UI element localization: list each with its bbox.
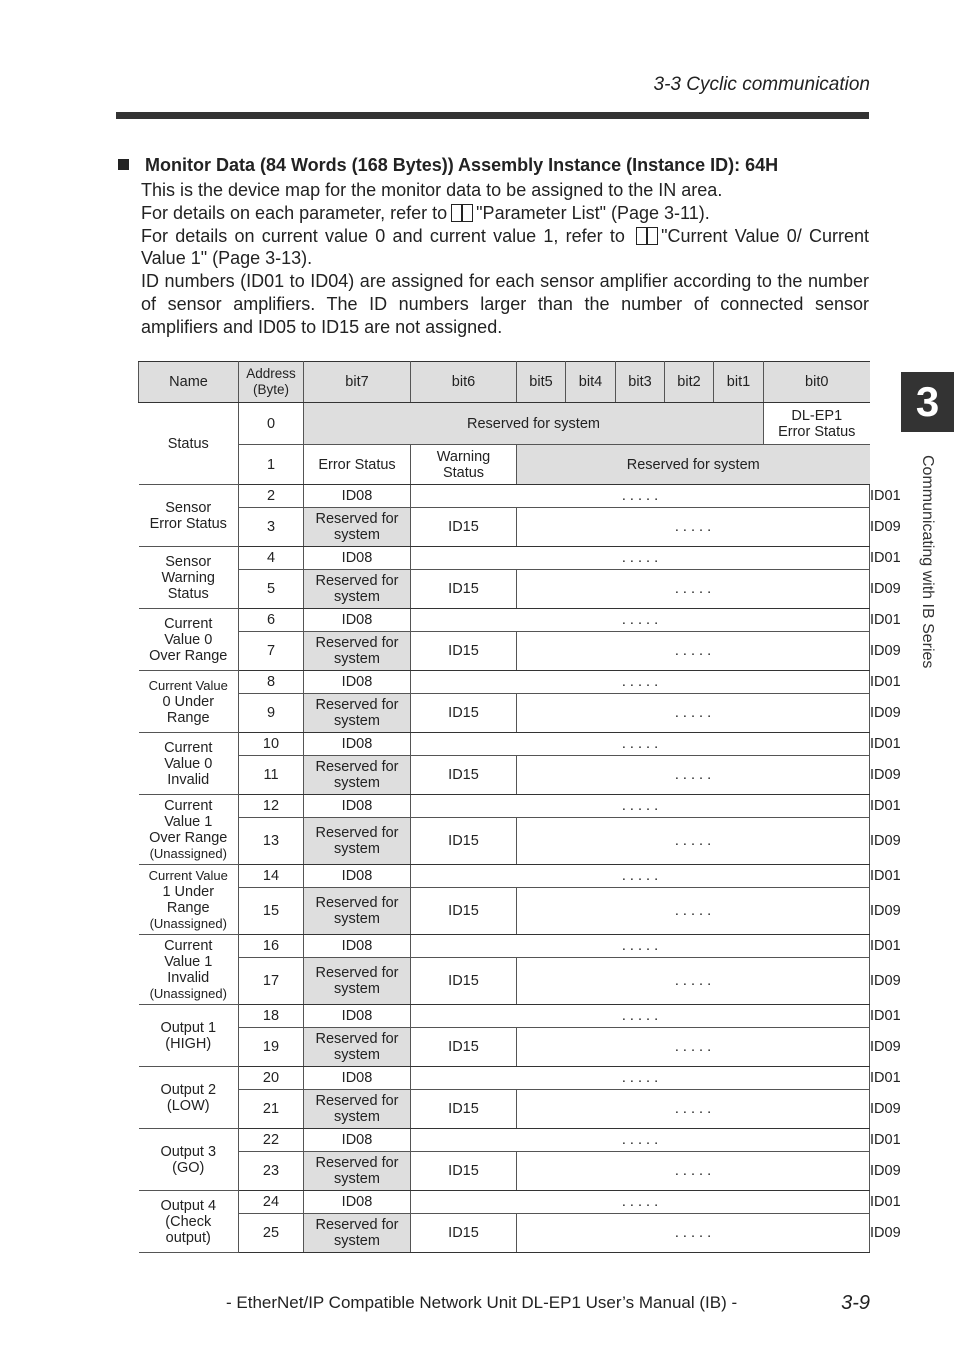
group-name-line: Current bbox=[164, 615, 213, 632]
dots-cell: . . . . . bbox=[517, 1214, 870, 1253]
bit7-id08-cell: ID08 bbox=[304, 1005, 411, 1028]
bit0-line-2: Error Status bbox=[778, 423, 856, 440]
col-header-address-1: Address bbox=[246, 366, 296, 381]
bit6-id15-cell: ID15 bbox=[411, 1152, 517, 1191]
address-cell: 17 bbox=[239, 958, 304, 1005]
reserved-line-2: system bbox=[334, 981, 380, 997]
page-number: 3-9 bbox=[841, 1292, 870, 1314]
group-name-cell bbox=[139, 485, 239, 547]
group-name-line: (GO) bbox=[172, 1159, 205, 1176]
footer-manual-title: - EtherNet/IP Compatible Network Unit DL-EP1 User’s Manual (IB) - bbox=[226, 1293, 738, 1312]
reserved-line-2: system bbox=[334, 1233, 380, 1249]
dots-cell: . . . . . bbox=[517, 508, 870, 547]
table-row: 13 Reserved for system ID15 . . . . . ID09 bbox=[139, 818, 870, 865]
group-name-line: Current bbox=[164, 739, 213, 756]
parameter-list-link[interactable]: "Parameter List" (Page 3-11). bbox=[476, 202, 710, 223]
table-row: Output 4 (Check output) 24 ID08 . . . . . ID01 bbox=[139, 1191, 870, 1214]
desc-line-1: This is the device map for the monitor data to be assigned to the IN area. bbox=[141, 180, 723, 200]
address-cell: 15 bbox=[239, 888, 304, 935]
table-header-row bbox=[139, 362, 870, 403]
group-name-line: 0 Under bbox=[162, 693, 215, 710]
group-name-cell bbox=[139, 547, 239, 609]
group-name-cell bbox=[139, 733, 239, 795]
bit7-id08-cell: ID08 bbox=[304, 485, 411, 508]
reserved-cell: Reserved for system bbox=[304, 403, 764, 445]
table-row bbox=[139, 445, 870, 485]
reserved-line-2: system bbox=[334, 527, 380, 543]
address-cell: 21 bbox=[239, 1090, 304, 1129]
group-name-cell bbox=[139, 1191, 239, 1253]
reserved-line-1: Reserved for bbox=[315, 1155, 399, 1171]
dots-cell: . . . . . bbox=[517, 570, 870, 609]
col-header-address bbox=[239, 362, 304, 403]
reserved-system-cell bbox=[304, 1152, 411, 1191]
group-name-line: Over Range bbox=[149, 829, 228, 846]
book-reference-icon bbox=[636, 227, 658, 245]
bit7-id08-cell: ID08 bbox=[304, 671, 411, 694]
group-name-line: Over Range bbox=[149, 647, 228, 664]
reserved-line-1: Reserved for bbox=[315, 1217, 399, 1233]
table-row: 15 Reserved for system ID15 . . . . . ID09 bbox=[139, 888, 870, 935]
reserved-line-2: system bbox=[334, 841, 380, 857]
reserved-line-2: system bbox=[334, 911, 380, 927]
bit0-line-1: DL-EP1 bbox=[791, 407, 843, 424]
reserved-line-1: Reserved for bbox=[315, 759, 399, 775]
col-header-name: Name bbox=[139, 362, 239, 403]
table-row: 11 Reserved for system ID15 . . . . . ID09 bbox=[139, 756, 870, 795]
address-cell: 11 bbox=[239, 756, 304, 795]
dots-cell: . . . . . bbox=[517, 1152, 870, 1191]
table-row: 23 Reserved for system ID15 . . . . . ID09 bbox=[139, 1152, 870, 1191]
bit6-id15-cell: ID15 bbox=[411, 756, 517, 795]
desc-line-2 bbox=[141, 202, 869, 225]
reserved-line-1: Reserved for bbox=[315, 511, 399, 527]
dots-cell: . . . . . bbox=[411, 671, 870, 694]
group-name-cell bbox=[139, 1129, 239, 1191]
address-cell: 7 bbox=[239, 632, 304, 671]
table-row bbox=[139, 403, 870, 445]
group-name-cell bbox=[139, 671, 239, 733]
group-name-line: Value 1 bbox=[164, 953, 213, 970]
reserved-system-cell bbox=[304, 756, 411, 795]
chapter-side-title: Communicating with IB Series bbox=[919, 455, 936, 669]
reserved-line-1: Reserved for bbox=[315, 965, 399, 981]
group-name-line: Error Status bbox=[149, 515, 227, 532]
group-name-line: Invalid bbox=[167, 771, 210, 788]
section-description bbox=[141, 179, 869, 339]
address-cell: 8 bbox=[239, 671, 304, 694]
reserved-line-2: system bbox=[334, 1171, 380, 1187]
address-cell: 10 bbox=[239, 733, 304, 756]
table-row: 19 Reserved for system ID15 . . . . . ID09 bbox=[139, 1028, 870, 1067]
bit7-id08-cell: ID08 bbox=[304, 1067, 411, 1090]
dots-cell: . . . . . bbox=[411, 935, 870, 958]
bit6-id15-cell: ID15 bbox=[411, 1214, 517, 1253]
table-row: 25 Reserved for system ID15 . . . . . ID09 bbox=[139, 1214, 870, 1253]
group-name-line: Value 0 bbox=[164, 631, 213, 648]
desc-line-2-pre: For details on each parameter, refer to bbox=[141, 202, 448, 223]
current-value-link[interactable]: "Current Value 0/ Current Value 1" (Page 3-13). bbox=[141, 225, 869, 269]
header-section-title: 3-3 Cyclic communication bbox=[653, 74, 870, 95]
desc-line-4: ID numbers (ID01 to ID04) are assigned for each sensor amplifier according to the number of sensor amplifiers. The ID numbers larger than the number of connected sensor amplifiers and ID05 to ID15 are not assigned. bbox=[141, 271, 869, 337]
table-row: 3 Reserved for system ID15 . . . . . ID09 bbox=[139, 508, 870, 547]
address-cell: 9 bbox=[239, 694, 304, 733]
group-name-line: Value 1 bbox=[164, 813, 213, 830]
unassigned-note: (Unassigned) bbox=[149, 985, 227, 1001]
address-cell: 3 bbox=[239, 508, 304, 547]
address-cell: 22 bbox=[239, 1129, 304, 1152]
address-cell: 20 bbox=[239, 1067, 304, 1090]
bit6-id15-cell: ID15 bbox=[411, 570, 517, 609]
reserved-line-1: Reserved for bbox=[315, 895, 399, 911]
group-name-cell bbox=[139, 795, 239, 865]
group-name-line: Sensor bbox=[165, 553, 212, 570]
bit6-id15-cell: ID15 bbox=[411, 508, 517, 547]
reserved-line-2: system bbox=[334, 589, 380, 605]
dots-cell: . . . . . bbox=[411, 1067, 870, 1090]
col-header-address-2: (Byte) bbox=[252, 382, 289, 397]
unassigned-note: (Unassigned) bbox=[149, 845, 227, 861]
address-cell: 1 bbox=[239, 445, 304, 485]
table-row: Current Value 0 Invalid 10 ID08 . . . . . ID01 bbox=[139, 733, 870, 756]
address-cell: 13 bbox=[239, 818, 304, 865]
dots-cell: . . . . . bbox=[411, 733, 870, 756]
group-name-line: Current bbox=[164, 937, 213, 954]
col-header-bit7: bit7 bbox=[304, 362, 411, 403]
dots-cell: . . . . . bbox=[517, 756, 870, 795]
group-name-cell bbox=[139, 609, 239, 671]
unassigned-note: (Unassigned) bbox=[149, 915, 227, 931]
address-cell: 0 bbox=[239, 403, 304, 445]
dots-cell: . . . . . bbox=[411, 795, 870, 818]
dots-cell: . . . . . bbox=[517, 958, 870, 1005]
dots-cell: . . . . . bbox=[517, 818, 870, 865]
bit6-id15-cell: ID15 bbox=[411, 694, 517, 733]
table-row: Current Value 1 Invalid (Unassigned) 16 ID08 . . . . . ID01 bbox=[139, 935, 870, 958]
col-header-bit3: bit3 bbox=[616, 362, 665, 403]
table-row: Current Value 1 Over Range (Unassigned) 12 ID08 . . . . . ID01 bbox=[139, 795, 870, 818]
dots-cell: . . . . . bbox=[411, 547, 870, 570]
dots-cell: . . . . . bbox=[517, 888, 870, 935]
address-cell: 14 bbox=[239, 865, 304, 888]
group-name-line: Invalid bbox=[167, 969, 210, 986]
address-cell: 12 bbox=[239, 795, 304, 818]
group-name-line: Warning bbox=[161, 569, 215, 586]
reserved-system-cell bbox=[304, 508, 411, 547]
reserved-line-1: Reserved for bbox=[315, 573, 399, 589]
group-name-cell bbox=[139, 935, 239, 1005]
square-bullet-icon bbox=[118, 159, 129, 170]
reserved-line-2: system bbox=[334, 1109, 380, 1125]
bit7-id08-cell: ID08 bbox=[304, 733, 411, 756]
address-cell: 4 bbox=[239, 547, 304, 570]
dots-cell: . . . . . bbox=[517, 1090, 870, 1129]
bit7-id08-cell: ID08 bbox=[304, 609, 411, 632]
table-row: 9 Reserved for system ID15 . . . . . ID09 bbox=[139, 694, 870, 733]
warning-line-1: Warning bbox=[436, 448, 491, 465]
section-heading bbox=[118, 155, 778, 176]
bit6-id15-cell: ID15 bbox=[411, 818, 517, 865]
header-rule bbox=[116, 112, 869, 119]
reserved-cell: Reserved for system bbox=[517, 445, 870, 485]
reserved-line-1: Reserved for bbox=[315, 825, 399, 841]
reserved-system-cell bbox=[304, 818, 411, 865]
group-name-line: Range bbox=[166, 709, 210, 726]
dots-cell: . . . . . bbox=[517, 1028, 870, 1067]
table-row: 21 Reserved for system ID15 . . . . . ID09 bbox=[139, 1090, 870, 1129]
group-name-line: Sensor bbox=[165, 499, 212, 516]
dots-cell: . . . . . bbox=[411, 485, 870, 508]
address-cell: 18 bbox=[239, 1005, 304, 1028]
col-header-bit4: bit4 bbox=[566, 362, 616, 403]
group-name-cell bbox=[139, 865, 239, 935]
col-header-bit0: bit0 bbox=[764, 362, 870, 403]
col-header-bit1: bit1 bbox=[714, 362, 764, 403]
group-name-line: Current bbox=[164, 797, 213, 814]
error-status-cell: Error Status bbox=[304, 445, 411, 485]
address-cell: 24 bbox=[239, 1191, 304, 1214]
address-cell: 23 bbox=[239, 1152, 304, 1191]
bit7-id08-cell: ID08 bbox=[304, 865, 411, 888]
reserved-system-cell bbox=[304, 570, 411, 609]
group-name-line: Value 0 bbox=[164, 755, 213, 772]
group-name-line: 1 Under bbox=[162, 883, 215, 900]
group-name-line: Range bbox=[166, 899, 210, 916]
reserved-line-2: system bbox=[334, 713, 380, 729]
desc-line-3-pre: For details on current value 0 and current value 1, refer to bbox=[141, 225, 625, 246]
col-header-bit5: bit5 bbox=[517, 362, 566, 403]
group-name-line: Current Value bbox=[148, 677, 228, 693]
chapter-tab: 3 bbox=[901, 372, 954, 432]
address-cell: 19 bbox=[239, 1028, 304, 1067]
warning-line-2: Status bbox=[442, 464, 485, 481]
group-name-line: (Check bbox=[165, 1213, 212, 1230]
col-header-bit2: bit2 bbox=[665, 362, 714, 403]
bit6-id15-cell: ID15 bbox=[411, 632, 517, 671]
group-name-cell bbox=[139, 1005, 239, 1067]
reserved-line-2: system bbox=[334, 1047, 380, 1063]
table-row: Output 2 (LOW) 20 ID08 . . . . . ID01 bbox=[139, 1067, 870, 1090]
address-cell: 6 bbox=[239, 609, 304, 632]
status-name-cell: Status bbox=[139, 403, 239, 485]
group-name-line: Output 4 bbox=[160, 1197, 217, 1214]
reserved-line-1: Reserved for bbox=[315, 1031, 399, 1047]
device-map-table bbox=[138, 361, 901, 1253]
dots-cell: . . . . . bbox=[517, 694, 870, 733]
table-row: 17 Reserved for system ID15 . . . . . ID09 bbox=[139, 958, 870, 1005]
reserved-line-1: Reserved for bbox=[315, 635, 399, 651]
dots-cell: . . . . . bbox=[411, 609, 870, 632]
group-name-line: Output 1 bbox=[160, 1019, 217, 1036]
dots-cell: . . . . . bbox=[517, 632, 870, 671]
group-name-cell bbox=[139, 1067, 239, 1129]
table-row: Current Value 0 Over Range 6 ID08 . . . . . ID01 bbox=[139, 609, 870, 632]
bit6-id15-cell: ID15 bbox=[411, 1090, 517, 1129]
group-name-line: Status bbox=[167, 585, 209, 602]
bit7-id08-cell: ID08 bbox=[304, 1191, 411, 1214]
group-name-line: (HIGH) bbox=[165, 1035, 212, 1052]
bit7-id08-cell: ID08 bbox=[304, 547, 411, 570]
reserved-system-cell bbox=[304, 1090, 411, 1129]
warning-status-cell bbox=[411, 445, 517, 485]
bit7-id08-cell: ID08 bbox=[304, 795, 411, 818]
dots-cell: . . . . . bbox=[411, 865, 870, 888]
col-header-bit6: bit6 bbox=[411, 362, 517, 403]
reserved-system-cell bbox=[304, 888, 411, 935]
bit6-id15-cell: ID15 bbox=[411, 958, 517, 1005]
dl-ep1-error-status-cell bbox=[764, 403, 870, 445]
dots-cell: . . . . . bbox=[411, 1129, 870, 1152]
bit6-id15-cell: ID15 bbox=[411, 1028, 517, 1067]
section-heading-text: Monitor Data (84 Words (168 Bytes)) Assembly Instance (Instance ID): 64H bbox=[145, 155, 779, 175]
reserved-line-2: system bbox=[334, 775, 380, 791]
table-row: 5 Reserved for system ID15 . . . . . ID09 bbox=[139, 570, 870, 609]
dots-cell: . . . . . bbox=[411, 1191, 870, 1214]
book-reference-icon bbox=[451, 204, 473, 222]
reserved-system-cell bbox=[304, 632, 411, 671]
table-row: Current Value 1 Under Range (Unassigned) 14 ID08 . . . . . ID01 bbox=[139, 865, 870, 888]
bit6-id15-cell: ID15 bbox=[411, 888, 517, 935]
table-row: Output 3 (GO) 22 ID08 . . . . . ID01 bbox=[139, 1129, 870, 1152]
reserved-line-2: system bbox=[334, 651, 380, 667]
table-row: Current Value 0 Under Range 8 ID08 . . . . . ID01 bbox=[139, 671, 870, 694]
group-name-line: Current Value bbox=[148, 867, 228, 883]
group-name-line: Output 2 bbox=[160, 1081, 217, 1098]
reserved-system-cell bbox=[304, 694, 411, 733]
address-cell: 25 bbox=[239, 1214, 304, 1253]
bit7-id08-cell: ID08 bbox=[304, 1129, 411, 1152]
address-cell: 16 bbox=[239, 935, 304, 958]
reserved-system-cell bbox=[304, 1214, 411, 1253]
table-row: Output 1 (HIGH) 18 ID08 . . . . . ID01 bbox=[139, 1005, 870, 1028]
dots-cell: . . . . . bbox=[411, 1005, 870, 1028]
desc-line-3 bbox=[141, 225, 869, 271]
table-row: Sensor Warning Status 4 ID08 . . . . . ID01 bbox=[139, 547, 870, 570]
address-cell: 5 bbox=[239, 570, 304, 609]
group-name-line: (LOW) bbox=[166, 1097, 210, 1114]
group-name-line: output) bbox=[165, 1229, 211, 1246]
reserved-system-cell bbox=[304, 1028, 411, 1067]
table-row: Sensor Error Status 2 ID08 . . . . . ID01 bbox=[139, 485, 870, 508]
reserved-line-1: Reserved for bbox=[315, 1093, 399, 1109]
group-name-line: Output 3 bbox=[160, 1143, 217, 1160]
reserved-line-1: Reserved for bbox=[315, 697, 399, 713]
address-cell: 2 bbox=[239, 485, 304, 508]
table-row: 7 Reserved for system ID15 . . . . . ID09 bbox=[139, 632, 870, 671]
bit7-id08-cell: ID08 bbox=[304, 935, 411, 958]
reserved-system-cell bbox=[304, 958, 411, 1005]
